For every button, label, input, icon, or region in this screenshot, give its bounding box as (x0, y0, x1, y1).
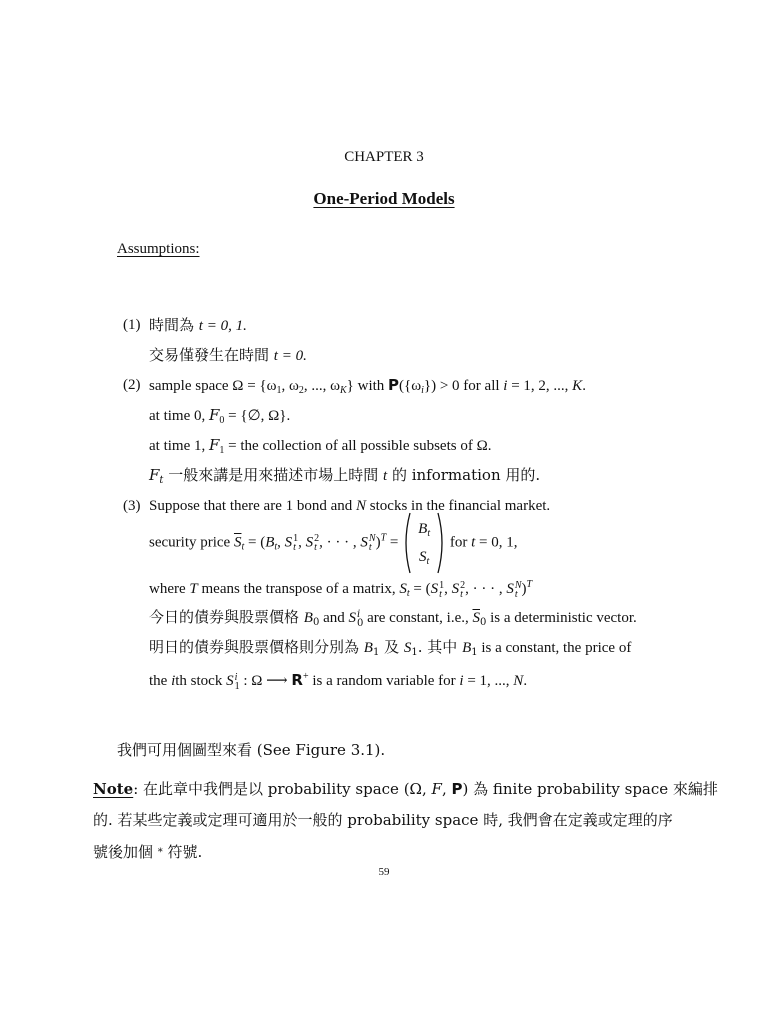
item-2-line-1: sample space $\Omega = \{\omega_1$, $\omega_2$, ..., $\omega_K$} with $P(\{\omega_i\}) > 0$ for all i = 1, 2, ..., K. (149, 376, 586, 396)
item-1-line-2: 交易僅發生在時間 t = 0. (149, 346, 307, 364)
item-2-line-3: at time 1, $F_1$ = the collection of all possible subsets of Ω. (149, 436, 492, 456)
today-price-line: 今日的債券與股票價格 $B_0$ and S i 0 are constant, i.e., $\overline{S}_0$ is a deterministic vector. (149, 608, 637, 629)
tomorrow-price-line: 明日的債券與股票價格則分別為 $B_1$ 及 $S_1$. 其中 $B_1$ is a constant, the price of (149, 638, 632, 658)
item-1-number: (1) (123, 317, 141, 333)
page-number: 59 (378, 866, 390, 878)
stock-random-variable-line: the ith stock S i 1 : Ω ⟶ R+ is a random variable for i = 1, ..., N. (149, 671, 528, 692)
note-label: Note (93, 780, 134, 798)
item-2-number: (2) (123, 377, 141, 393)
item-3-number: (3) (123, 498, 141, 514)
note-line-1: Note: 在此章中我們是以 probability space (Ω, F, P) 為 finite probability space 來編排 (93, 780, 718, 798)
note-line-3: 號後加個 * 符號. (93, 843, 203, 861)
figure-reference: 我們可用個圖型來看 (See Figure 3.1). (117, 741, 386, 759)
note-line-2: 的. 若某些定義或定理可適用於一般的 probability space 時, 我們會在定義或定理的序 (93, 811, 673, 829)
security-price-line: security price $\overline{S}_t = (B_t$, S 1 t , S 2 t , · · · , S N t )$^T$ = $B_t$ $S_t$ for t = 0, 1, (149, 511, 518, 575)
chapter-heading: CHAPTER 3 (344, 149, 424, 165)
item-1-line-1: 時間為 t = 0, 1. (149, 316, 247, 334)
assumptions-heading: Assumptions: (117, 241, 200, 257)
chapter-title: One-Period Models (313, 189, 455, 208)
item-2-line-2: at time 0, $F_0$ = {∅, Ω}. (149, 406, 291, 426)
item-2-line-4: $F_t$ 一般來講是用來描述市場上時間 t 的 information 用的. (149, 466, 541, 486)
item-3-line-1: Suppose that there are 1 bond and N stocks in the financial market. (149, 498, 551, 514)
transpose-line: where T means the transpose of a matrix, $S_t = (S$ 1 t , S 2 t , · · · , S N t )$^T$ (149, 579, 533, 600)
price-matrix: $B_t$ $S_t$ (402, 511, 446, 575)
